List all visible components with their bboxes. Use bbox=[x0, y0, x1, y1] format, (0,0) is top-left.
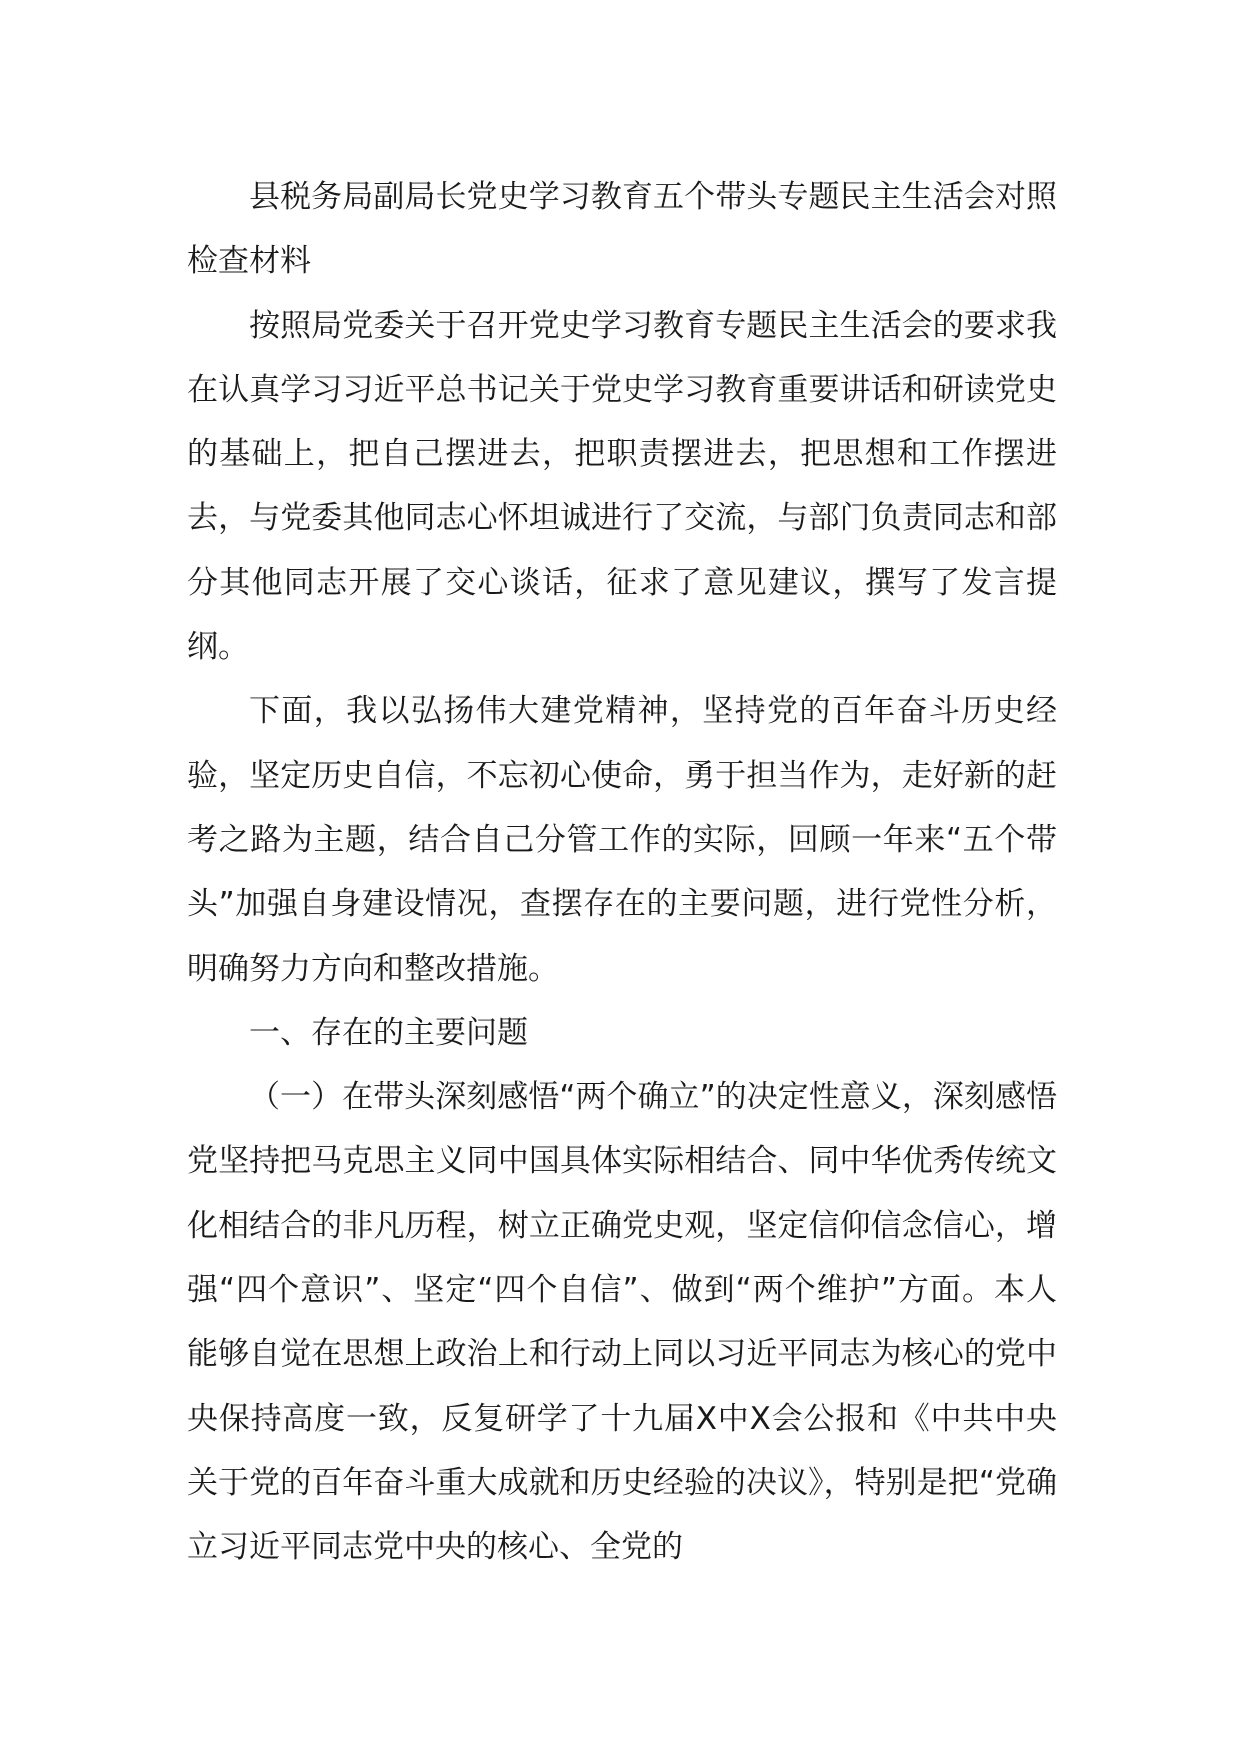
document-body bbox=[187, 165, 1057, 1580]
section-heading-main-problems: 一、存在的主要问题 bbox=[249, 1014, 528, 1051]
document-title: 县税务局副局长党史学习教育五个带头专题民主生活会对照检查材料 bbox=[187, 179, 1057, 280]
paragraph-intro: 按照局党委关于召开党史学习教育专题民主生活会的要求我在认真学习习近平总书记关于党史学习教育重要讲话和研读党史的基础上，把自己摆进去，把职责摆进去，把思想和工作摆进去，与党委其他同志心怀坦诚进行了交流，与部门负责同志和部分其他同志开展了交心谈话，征求了意见建议，撰写了发言提纲。 bbox=[187, 307, 1057, 666]
paragraph-theme: 下面，我以弘扬伟大建党精神，坚持党的百年奋斗历史经验，坚定历史自信，不忘初心使命，勇于担当作为，走好新的赶考之路为主题，结合自己分管工作的实际，回顾一年来“五个带头”加强自身建设情况，查摆存在的主要问题，进行党性分析，明确努力方向和整改措施。 bbox=[187, 693, 1057, 987]
paragraph-problem-one: （一）在带头深刻感悟“两个确立”的决定性意义，深刻感悟党坚持把马克思主义同中国具体实际相结合、同中华优秀传统文化相结合的非凡历程，树立正确党史观，坚定信仰信念信心，增强“四个意识”、坚定“四个自信”、做到“两个维护”方面。本人能够自觉在思想上政治上和行动上同以习近平同志为核心的党中央保持高度一致，反复研学了十九届X中X会公报和《中共中央关于党的百年奋斗重大成就和历史经验的决议》，特别是把“党确立习近平同志党中央的核心、全党的 bbox=[187, 1079, 1057, 1566]
